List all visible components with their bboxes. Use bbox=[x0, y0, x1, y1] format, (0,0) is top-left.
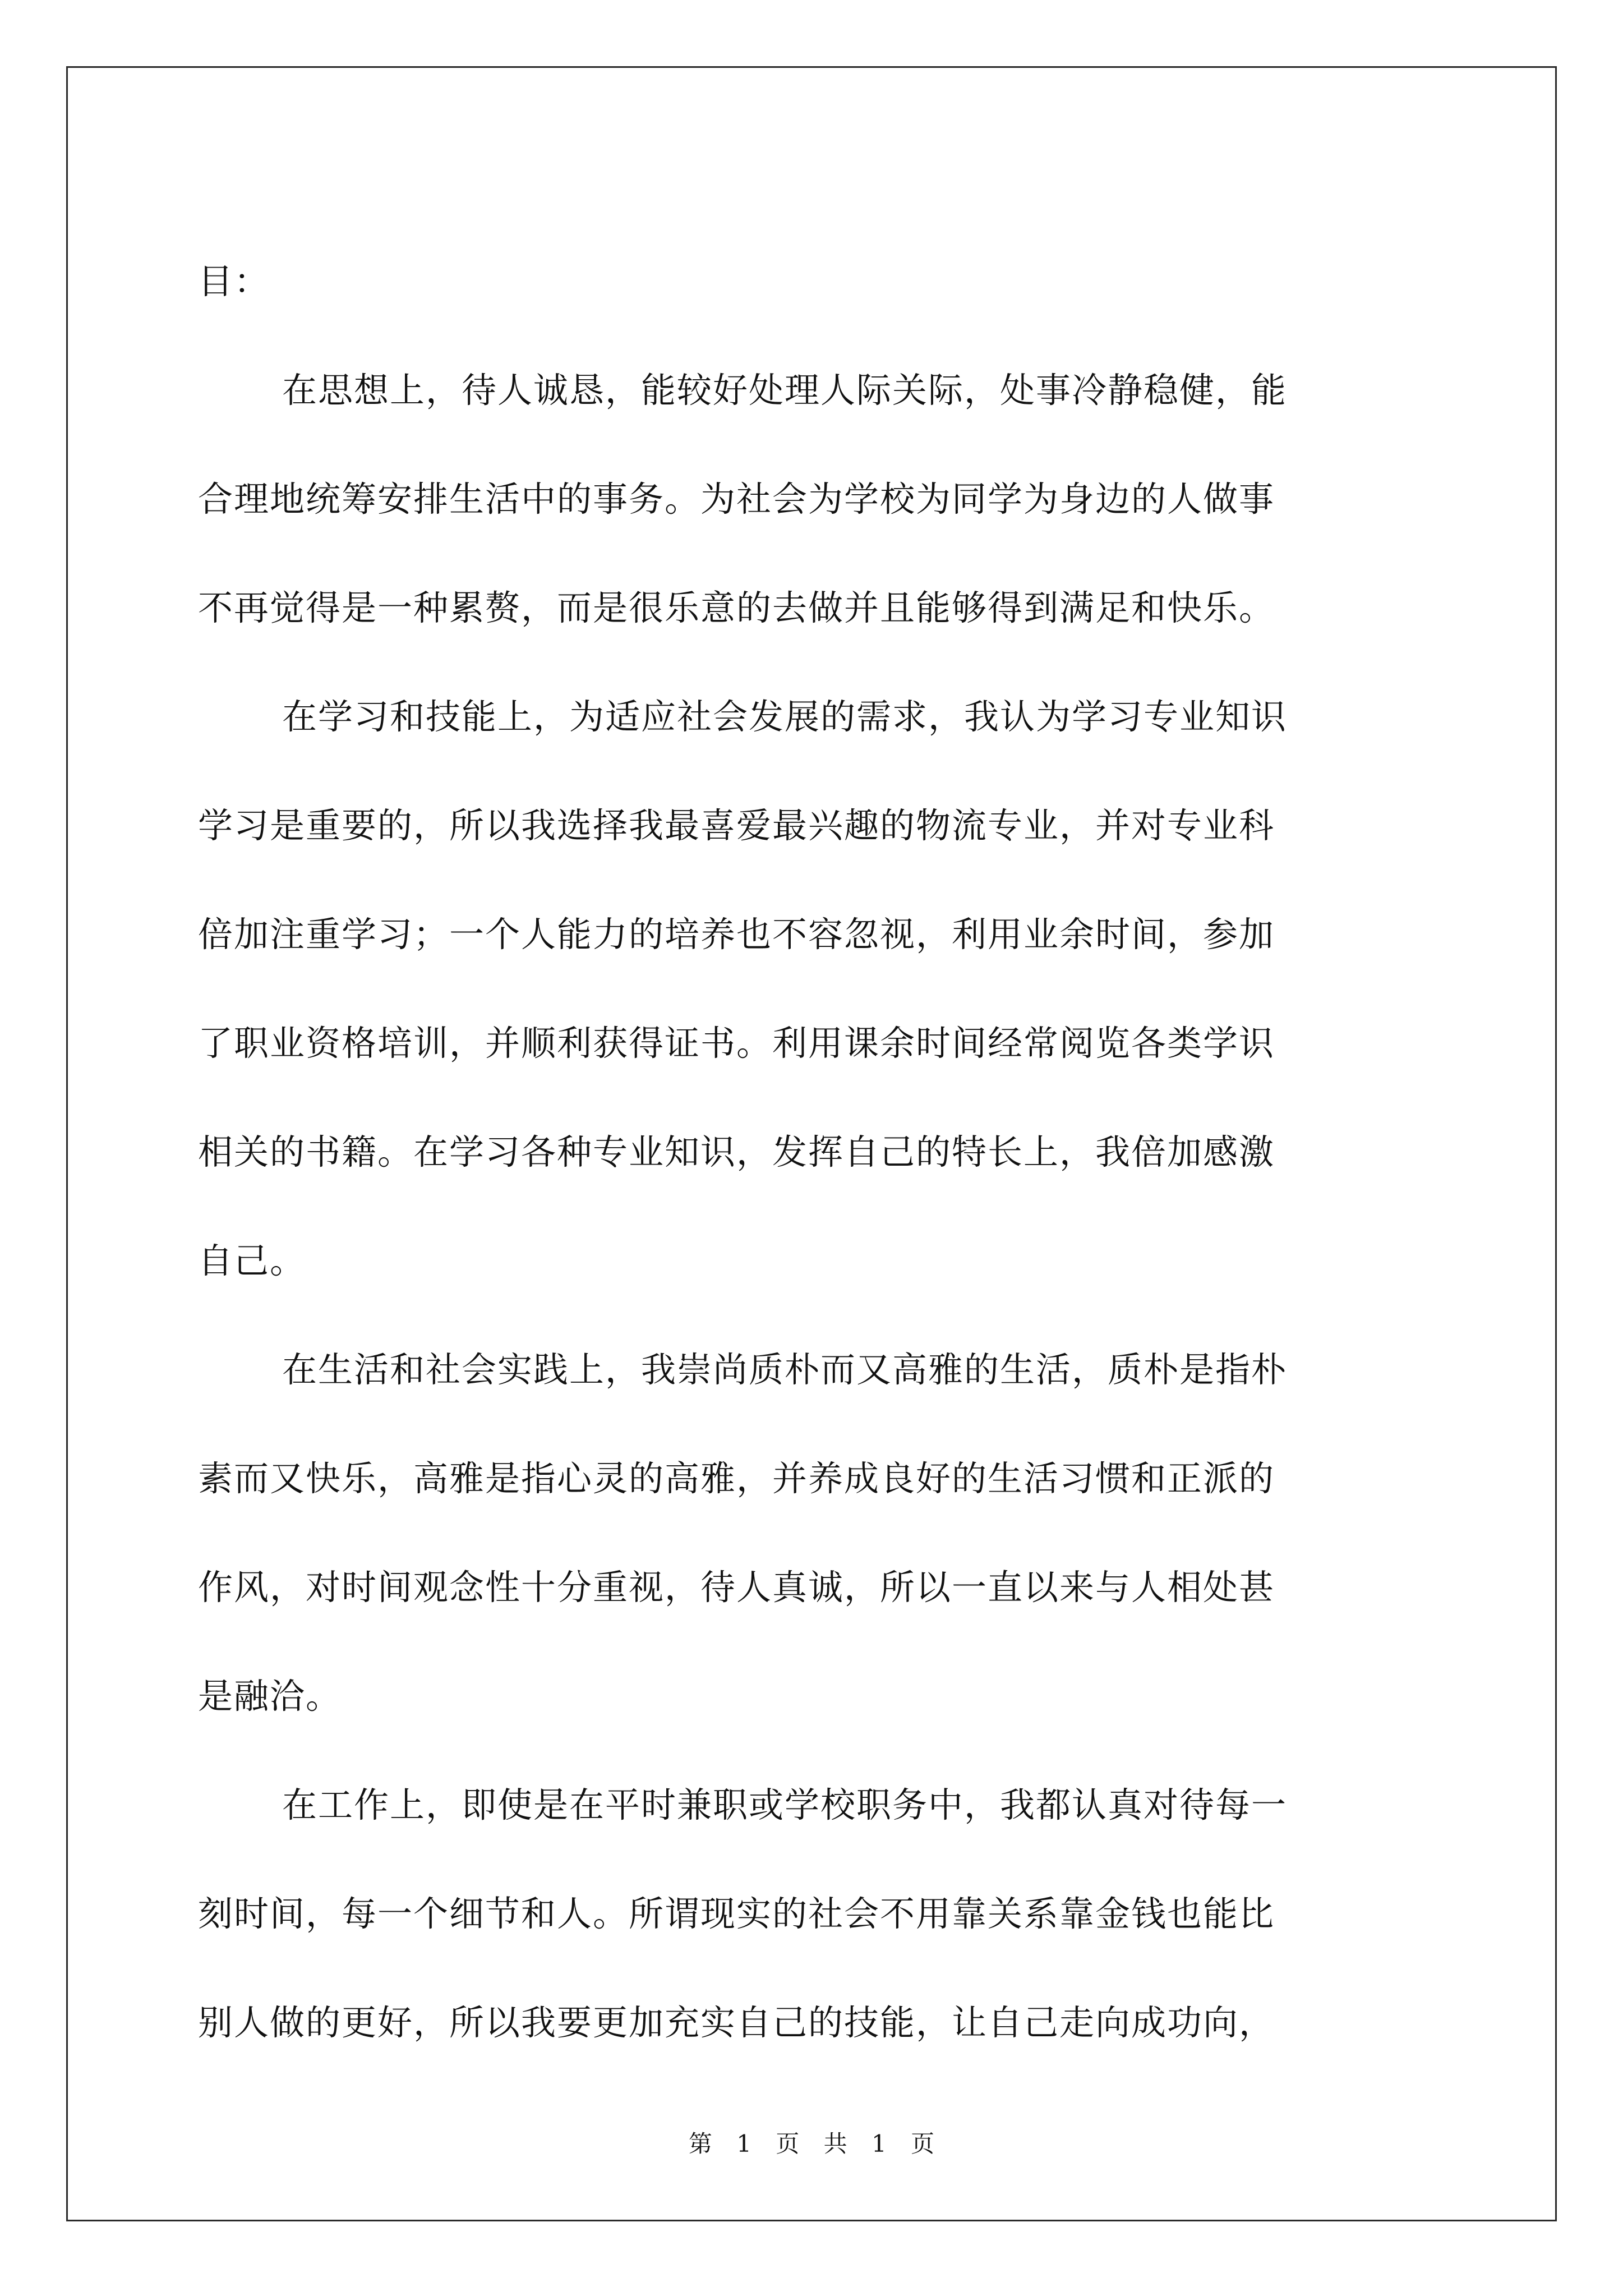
page-number: 第 1 页 共 1 页 bbox=[688, 2130, 935, 2157]
text-line: 素而又快乐，高雅是指心灵的高雅，并养成良好的生活习惯和正派的 bbox=[198, 1458, 1275, 1499]
text-line: 作风，对时间观念性十分重视，待人真诚，所以一直以来与人相处甚 bbox=[198, 1567, 1275, 1608]
paragraph-first-line: 在生活和社会实践上，我崇尚质朴而又高雅的生活，质朴是指朴 bbox=[282, 1349, 1288, 1390]
text-line: 刻时间，每一个细节和人。所谓现实的社会不用靠关系靠金钱也能比 bbox=[198, 1893, 1275, 1934]
text-line: 目： bbox=[198, 261, 270, 302]
document-body bbox=[198, 227, 1426, 2077]
text-line: 合理地统筹安排生活中的事务。为社会为学校为同学为身边的人做事 bbox=[198, 478, 1275, 519]
text-line: 学习是重要的，所以我选择我最喜爱最兴趣的物流专业，并对专业科 bbox=[198, 805, 1275, 846]
text-line: 了职业资格培训，并顺利获得证书。利用课余时间经常阅览各类学识 bbox=[198, 1023, 1275, 1064]
text-line: 倍加注重学习；一个人能力的培养也不容忽视，利用业余时间，参加 bbox=[198, 914, 1275, 955]
paragraph-first-line: 在思想上，待人诚恳，能较好处理人际关际，处事冷静稳健，能 bbox=[282, 370, 1288, 411]
text-line: 自己。 bbox=[198, 1240, 306, 1281]
text-line: 不再觉得是一种累赘，而是很乐意的去做并且能够得到满足和快乐。 bbox=[198, 587, 1275, 628]
text-line: 别人做的更好，所以我要更加充实自己的技能，让自己走向成功向， bbox=[198, 2002, 1275, 2043]
paragraph-first-line: 在工作上，即使是在平时兼职或学校职务中，我都认真对待每一 bbox=[282, 1784, 1288, 1825]
text-line: 是融洽。 bbox=[198, 1676, 342, 1717]
paragraph-first-line: 在学习和技能上，为适应社会发展的需求，我认为学习专业知识 bbox=[282, 696, 1288, 737]
text-line: 相关的书籍。在学习各种专业知识，发挥自己的特长上，我倍加感激 bbox=[198, 1131, 1275, 1172]
